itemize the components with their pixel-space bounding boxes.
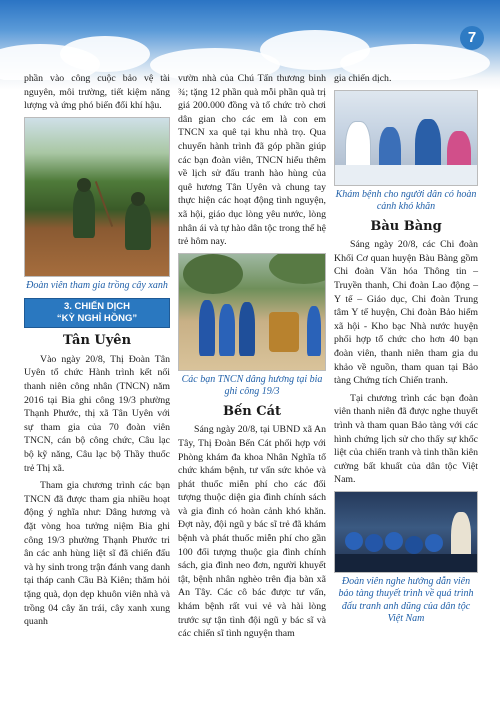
- paragraph: Sáng ngày 20/8, tại UBND xã An Tây, Thị Đoàn Bến Cát phối hợp với Phòng khám đa khoa Nhân Nghĩa tổ chức khám bệnh, tư vấn sức khỏe và phát thuốc miễn phí cho các đối tượng thuộc diện gia đình chính sách và gia đình có hoàn cảnh khó khăn. Đợt này, đội ngũ y bác sĩ trẻ đã khám bệnh và phát thuốc miễn phí cho gần 100 đối tượng thuộc gia đình chính sách, gia đình neo đơn, người khuyết tật, bệnh nhân nghèo trên địa bàn xã An Tây. Các cô bác được tư vấn, khám bệnh rất vui vẻ và hài lòng trước sự tận tình đội ngũ y bác sĩ và các chiến sĩ tình nguyện tham: [178, 424, 326, 640]
- paragraph: Tham gia chương trình các bạn TNCN đã được tham gia nhiều hoạt động ý nghĩa như: Dâng hương và đặt vòng hoa tưởng niệm Bia ghi công 19/3 phường Thạnh Phước tri ân các anh hùng liệt sĩ đã chiến đấu và hy sinh trong trận đánh vang danh tại tháp canh Cầu Bà Kiên; thăm hỏi tặng quà, dọn dẹp khuôn viên nhà và trồng 04 cây ăn trái, cây xanh xung quanh: [24, 480, 170, 628]
- page-number: 7: [460, 26, 484, 50]
- paragraph: Sáng ngày 20/8, các Chi đoàn Khối Cơ quan huyện Bàu Bàng gồm Chi đoàn Văn hóa Thông tin –Truyền thanh, Chi đoàn Lao động – Y tế – Giáo dục, Chi đoàn Trung tâm Y tế huyện, Chi đoàn Bảo hiểm xã hội - Kho bạc Nhà nước huyện phối hợp tổ chức cho hơn 40 bạn đoàn viên, thanh niên tham gia du khảo về nguồn, tham quan tại Bảo tàng Chứng tích Chiến tranh.: [334, 239, 478, 387]
- photo-caption: Khám bệnh cho người dân có hoàn cảnh khó khăn: [335, 188, 477, 213]
- photo-caption: Các bạn TNCN dâng hương tại bia ghi công 19/3: [181, 373, 323, 398]
- paragraph: Tại chương trình các bạn đoàn viên thanh niên đã được nghe thuyết trình và tham quan Bảo tàng với các hình chứng lịch sử cho thấy sự khốc liệt của chiến tranh và tinh thần kiên cường bất khuất của dân tộc Việt Nam.: [334, 392, 478, 486]
- header-sky: [0, 0, 500, 80]
- photo-museum-visit: [334, 491, 478, 573]
- section-heading-bau-bang: Bàu Bàng: [370, 218, 442, 234]
- photo-medical-exam: [334, 90, 478, 186]
- paragraph: phần vào công cuộc bảo vệ tài nguyên, môi trường, tiết kiệm năng lượng và ứng phó biến đổi khí hậu.: [24, 73, 170, 112]
- section-heading-ben-cat: Bến Cát: [222, 403, 281, 419]
- paragraph: vườn nhà của Chú Tấn thương binh ¾; tặng 12 phần quà mỗi phần quà trị giá 200.000 đồng và tổ chức trò chơi dân gian cho các em là con em TNCN xa quê tại khu nhà trọ. Qua chuyến hành trình đã góp phần giúp các bạn đoàn viên, TNCN hiểu thêm về lịch sử đấu tranh hào hùng của quê hương Tân Uyên và chung tay thực hiện các hoạt động tình nguyện, xã hội, giáo dục lòng yêu nước, lòng nhân ái và tự hào dân tộc trong thế hệ trẻ hôm nay.: [178, 73, 326, 248]
- photo-tree-planting: [24, 117, 170, 277]
- section-banner: 3. CHIẾN DỊCH “KỲ NGHỈ HỒNG”: [24, 298, 170, 328]
- column-3: [334, 72, 478, 632]
- paragraph: gia chiến dịch.: [334, 73, 392, 84]
- column-2: [178, 72, 326, 645]
- paragraph: Vào ngày 20/8, Thị Đoàn Tân Uyên tổ chức Hành trình kết nối thanh niên công nhân (TNCN) năm 2016 tại Bia ghi công 19/3 phường Thạnh Phước, thị xã Tân Uyên với sự tham gia của 70 đoàn viên TNCN, cán bộ công chức, Câu lạc bộ kỹ năng, Câu lạc bộ Thầy thuốc trẻ Thị xã.: [24, 353, 170, 474]
- section-heading-tan-uyen: Tân Uyên: [62, 333, 132, 349]
- photo-caption: Đoàn viên tham gia trồng cây xanh: [26, 279, 168, 291]
- photo-incense-offering: [178, 253, 326, 371]
- photo-caption: Đoàn viên nghe hướng dẫn viên bảo tàng thuyết trình về quá trình đấu tranh anh dũng của dân tộc Việt Nam: [338, 575, 474, 625]
- column-1: [24, 72, 170, 633]
